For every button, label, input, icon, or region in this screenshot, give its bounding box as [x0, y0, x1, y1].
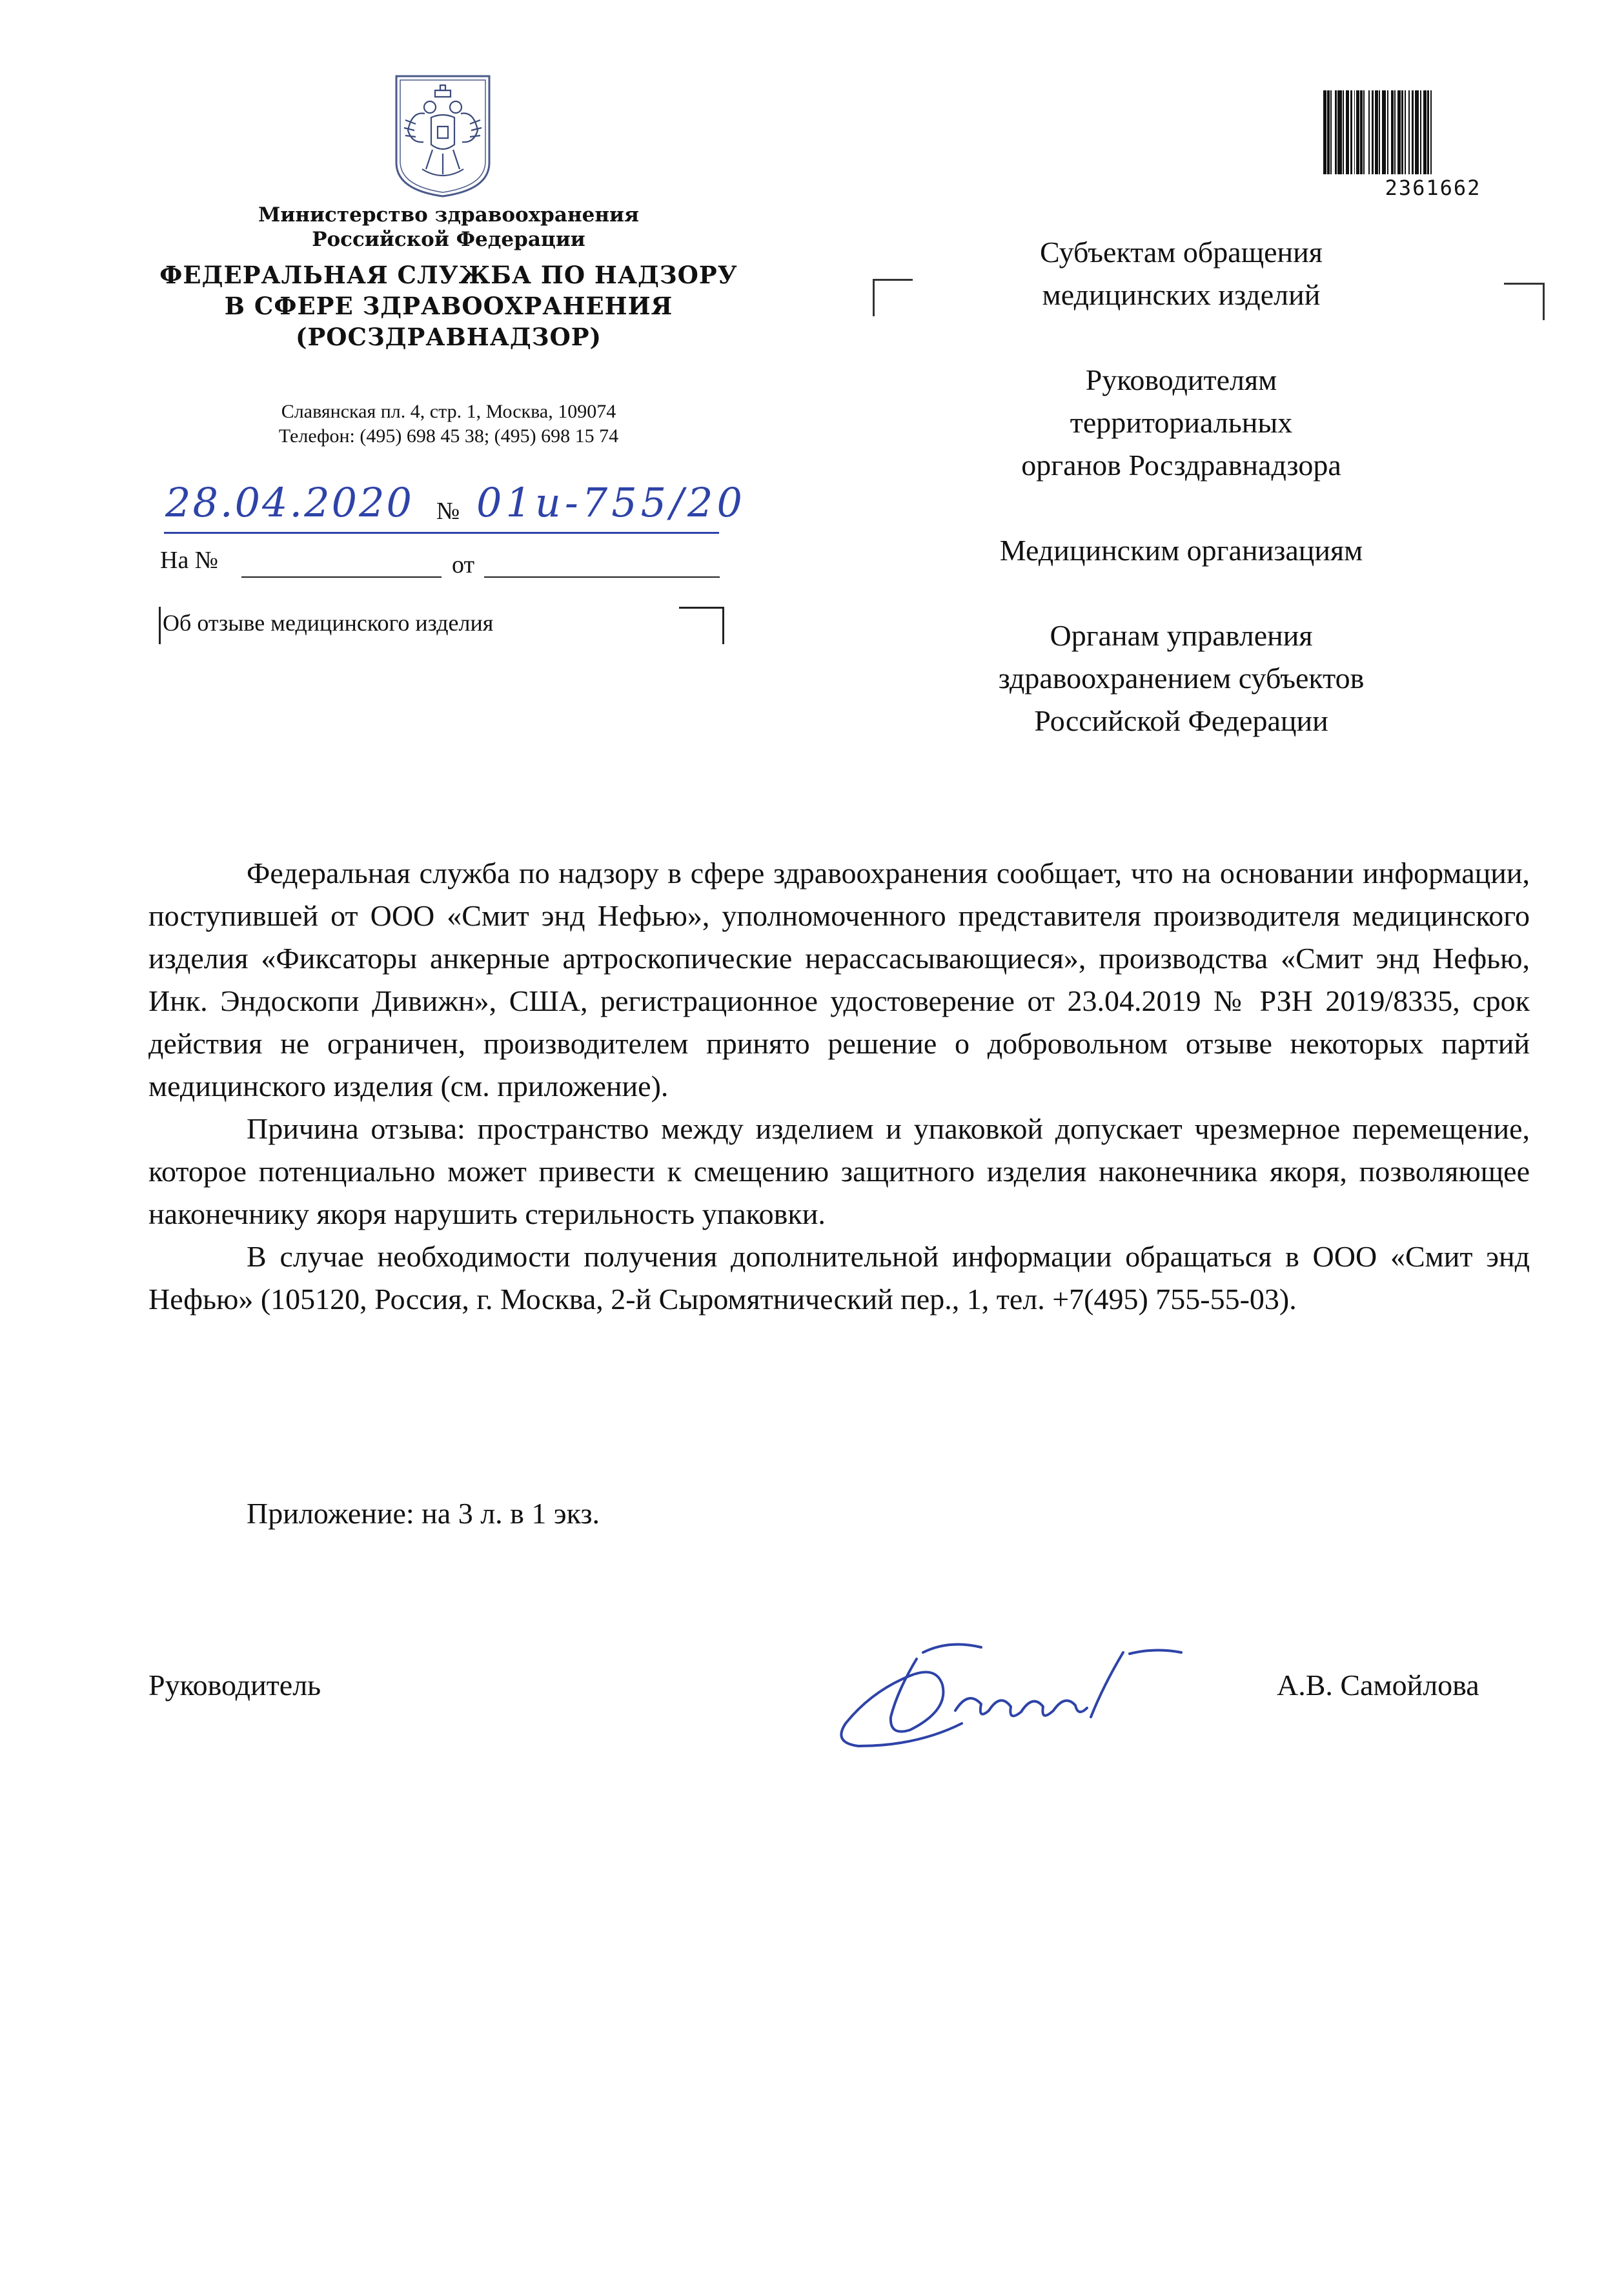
in-reply-to-blank [241, 576, 442, 578]
letterhead-address: Славянская пл. 4, стр. 1, Москва, 109074 [281, 401, 616, 422]
addressee: Руководителям территориальных органов Росздравнадзора [1021, 363, 1341, 482]
number-sign: № [436, 498, 460, 525]
barcode [1323, 90, 1517, 174]
barcode-bar [1432, 90, 1435, 174]
service-line-2: В СФЕРЕ ЗДРАВООХРАНЕНИЯ [224, 292, 673, 320]
service-name [110, 259, 787, 352]
from-label: от [452, 551, 475, 578]
service-line-1: ФЕДЕРАЛЬНАЯ СЛУЖБА ПО НАДЗОРУ [159, 261, 738, 289]
ministry-line-1: Министерство здравоохранения [258, 203, 639, 227]
letterhead-phone: Телефон: (495) 698 45 38; (495) 698 15 74 [278, 425, 619, 447]
addressee-corner-mark-right [1504, 283, 1544, 285]
signer-position: Руководитель [148, 1669, 321, 1702]
body-paragraph: Федеральная служба по надзору в сфере здравоохранения сообщает, что на основании информации, поступившей от ООО «Смит энд Нефью», уполномоченного представителя производителя медицинского изделия «Фиксаторы анкерные артроскопические нерассасывающиеся», производства «Смит энд Нефью, Инк. Эндоскопи Дивижн», США, регистрационное удостоверение от 23.04.2019 № РЗН 2019/8335, срок действия не ограничен, производителем принято решение о добровольном отзыве некоторых партий медицинского изделия (см. приложение). [148, 857, 1530, 1102]
ministry-name [110, 203, 787, 252]
subject-corner-mark [159, 607, 161, 644]
subject-corner-mark-right [679, 607, 724, 609]
in-reply-to-label: На № [160, 547, 219, 574]
barcode-number: 2361662 [1385, 176, 1481, 200]
reference-underline [164, 532, 719, 534]
addressee: Субъектам обращения медицинских изделий [1040, 236, 1323, 311]
ministry-line-2: Российской Федерации [312, 228, 585, 251]
body-paragraph: Причина отзыва: пространство между изделием и упаковкой допускает чрезмерное перемещение, которое потенциально может привести к смещению защитного изделия наконечника якоря, позволяющее наконечнику якоря нарушить стерильность упаковки. [148, 1112, 1530, 1230]
addressee-block [904, 231, 1459, 742]
handwritten-signature [820, 1614, 1207, 1762]
handwritten-date: 28.04.2020 [165, 479, 414, 526]
letter-body [148, 852, 1530, 1321]
handwritten-number: 01и-755/20 [476, 479, 746, 526]
addressee-corner-mark-left-vertical [873, 279, 875, 316]
subject-corner-mark-right-vertical [722, 607, 724, 644]
addressee: Медицинским организациям [999, 534, 1363, 567]
from-blank [484, 576, 720, 578]
appendix-note: Приложение: на 3 л. в 1 экз. [247, 1497, 600, 1530]
service-line-3: (РОСЗДРАВНАДЗОР) [295, 323, 602, 351]
coat-of-arms-icon [392, 72, 493, 199]
signer-name: А.В. Самойлова [1277, 1669, 1479, 1702]
addressee: Органам управления здравоохранением субъектов Российской Федерации [998, 619, 1365, 737]
addressee-corner-mark-right-vertical [1543, 283, 1545, 320]
letter-subject: Об отзыве медицинского изделия [163, 610, 494, 636]
body-paragraph: В случае необходимости получения дополнительной информации обращаться в ООО «Смит энд Нефью» (105120, Россия, г. Москва, 2-й Сыромятнический пер., 1, тел. +7(495) 755-55-03). [148, 1240, 1530, 1316]
